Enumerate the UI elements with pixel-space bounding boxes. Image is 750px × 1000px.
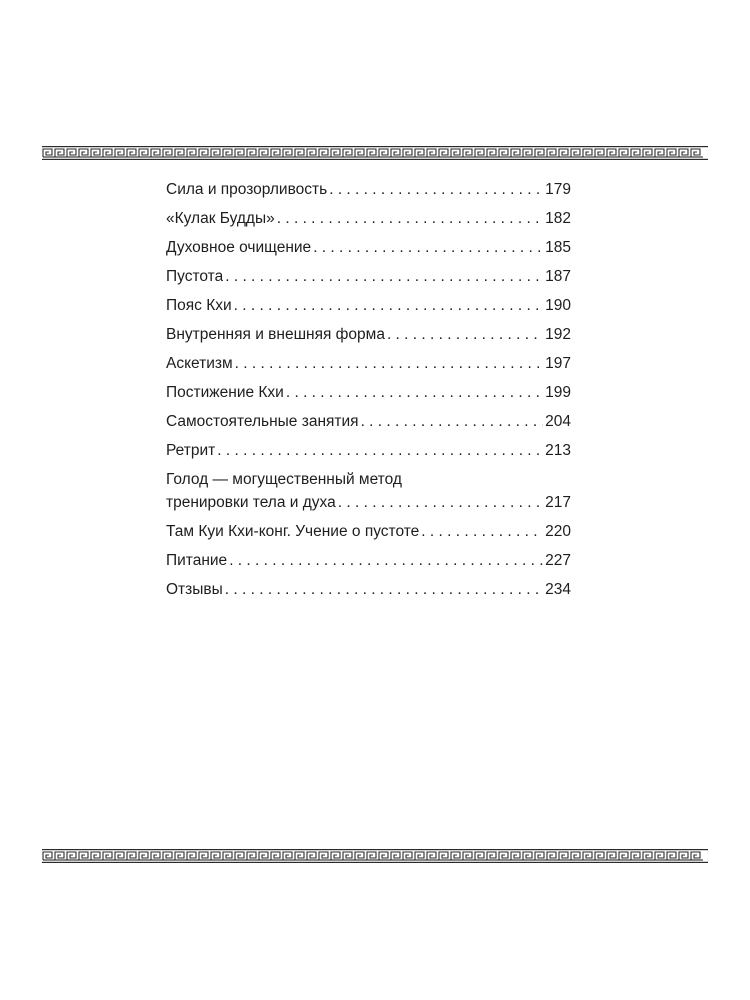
meander-unit [463, 149, 472, 157]
meander-unit [463, 852, 472, 860]
meander-unit [547, 852, 556, 860]
meander-unit [547, 149, 556, 157]
meander-unit [391, 852, 400, 860]
meander-unit [535, 852, 544, 860]
meander-unit [43, 149, 52, 157]
meander-unit [67, 852, 76, 860]
toc-entry-page: 217 [545, 494, 571, 511]
meander-unit [199, 852, 208, 860]
toc-entry-page: 227 [545, 552, 571, 569]
meander-unit [211, 852, 220, 860]
toc-dot-leader [385, 323, 543, 346]
toc-dot-leader [419, 520, 543, 543]
meander-unit [691, 149, 700, 157]
meander-unit [91, 852, 100, 860]
meander-unit [79, 852, 88, 860]
border-rule-top [42, 146, 708, 147]
toc-entry-title: Пустота [166, 268, 224, 285]
meander-unit [499, 149, 508, 157]
toc-entry-page: 179 [545, 181, 571, 198]
greek-key-border-top [42, 146, 708, 160]
toc-entry-title: Аскетизм [166, 355, 233, 372]
meander-unit [295, 149, 304, 157]
greek-key-border-bottom [42, 849, 708, 863]
toc-entry-title: Внутренняя и внешняя форма [166, 326, 385, 343]
meander-unit [235, 149, 244, 157]
toc-entry-9[interactable] [166, 439, 571, 462]
meander-unit [79, 149, 88, 157]
meander-unit [175, 149, 184, 157]
meander-unit [655, 149, 664, 157]
meander-unit [523, 149, 532, 157]
meander-unit [211, 149, 220, 157]
meander-unit [595, 852, 604, 860]
toc-entry-page: 204 [545, 413, 571, 430]
toc-entry-page: 197 [545, 355, 571, 372]
meander-unit [103, 852, 112, 860]
meander-unit [559, 149, 568, 157]
greek-key-pattern [42, 849, 708, 863]
toc-entry-title: Духовное очищение [166, 239, 312, 256]
meander-unit [643, 149, 652, 157]
meander-unit [667, 149, 676, 157]
toc-entry-title: Сила и прозорливость [166, 181, 328, 198]
meander-unit [67, 149, 76, 157]
toc-entry-title: «Кулак Будды» [166, 210, 275, 227]
meander-unit [451, 149, 460, 157]
toc-entry-title: Пояс Кхи [166, 297, 232, 314]
meander-unit [235, 852, 244, 860]
meander-unit [175, 852, 184, 860]
meander-unit [187, 149, 196, 157]
meander-unit [655, 852, 664, 860]
toc-entry-4[interactable] [166, 294, 571, 317]
meander-unit [475, 149, 484, 157]
meander-unit [247, 149, 256, 157]
toc-entry-5[interactable] [166, 323, 571, 346]
meander-unit [187, 852, 196, 860]
meander-unit [679, 149, 688, 157]
toc-entry-0[interactable] [166, 178, 571, 201]
meander-unit [43, 852, 52, 860]
meander-unit [499, 852, 508, 860]
meander-unit [691, 852, 700, 860]
toc-entry-title-line1: Голод — могущественный метод [166, 471, 402, 488]
meander-unit [91, 149, 100, 157]
meander-unit [103, 149, 112, 157]
toc-entry-7[interactable] [166, 381, 571, 404]
toc-entry-2[interactable] [166, 236, 571, 259]
meander-unit [523, 852, 532, 860]
meander-unit [619, 149, 628, 157]
meander-unit [487, 852, 496, 860]
toc-dot-leader [359, 410, 544, 433]
meander-unit [415, 852, 424, 860]
meander-unit [439, 149, 448, 157]
toc-dot-leader [215, 439, 543, 462]
toc-entry-page: 187 [545, 268, 571, 285]
toc-dot-leader [275, 207, 543, 230]
toc-entry-page: 220 [545, 523, 571, 540]
meander-unit [619, 852, 628, 860]
toc-dot-leader [223, 578, 543, 601]
meander-unit [271, 852, 280, 860]
meander-unit [295, 852, 304, 860]
meander-unit [511, 149, 520, 157]
meander-unit [607, 852, 616, 860]
toc-entry-13[interactable] [166, 578, 571, 601]
meander-unit [343, 149, 352, 157]
toc-dot-leader [227, 549, 543, 572]
meander-unit [283, 852, 292, 860]
meander-unit [451, 852, 460, 860]
toc-entry-title: тренировки тела и духа [166, 494, 336, 511]
meander-unit [559, 852, 568, 860]
toc-entry-title: Питание [166, 552, 228, 569]
toc-entry-title: Ретрит [166, 442, 216, 459]
meander-unit [163, 149, 172, 157]
meander-unit [583, 149, 592, 157]
toc-entry-3[interactable] [166, 265, 571, 288]
meander-unit [307, 852, 316, 860]
meander-unit [427, 149, 436, 157]
toc-entry-12[interactable] [166, 549, 571, 572]
meander-unit [679, 852, 688, 860]
meander-unit [583, 852, 592, 860]
meander-unit [223, 149, 232, 157]
meander-unit [199, 149, 208, 157]
toc-entry-10[interactable] [166, 468, 571, 514]
meander-unit [571, 852, 580, 860]
toc-entry-page: 190 [545, 297, 571, 314]
toc-entry-title: Отзывы [166, 581, 223, 598]
meander-unit [595, 149, 604, 157]
meander-unit [571, 149, 580, 157]
meander-unit [127, 149, 136, 157]
meander-unit [259, 149, 268, 157]
toc-entry-6[interactable] [166, 352, 571, 375]
meander-unit [307, 149, 316, 157]
toc-entry-title: Постижение Кхи [166, 384, 284, 401]
meander-unit [331, 852, 340, 860]
meander-unit [151, 149, 160, 157]
meander-unit [643, 852, 652, 860]
border-rule-bottom [42, 862, 708, 863]
meander-unit [535, 149, 544, 157]
toc-dot-leader [223, 265, 543, 288]
meander-unit [319, 852, 328, 860]
toc-entry-11[interactable] [166, 520, 571, 543]
meander-unit [439, 852, 448, 860]
meander-unit [115, 852, 124, 860]
meander-unit [355, 149, 364, 157]
toc-dot-leader [311, 236, 543, 259]
meander-unit [367, 852, 376, 860]
meander-unit [139, 852, 148, 860]
meander-unit [631, 852, 640, 860]
meander-unit [115, 149, 124, 157]
meander-unit [667, 852, 676, 860]
toc-dot-leader [327, 178, 543, 201]
greek-key-pattern [42, 146, 708, 160]
meander-unit [283, 149, 292, 157]
meander-unit [247, 852, 256, 860]
toc-entry-title: Самостоятельные занятия [166, 413, 359, 430]
toc-entry-8[interactable] [166, 410, 571, 433]
meander-unit [319, 149, 328, 157]
meander-unit [475, 852, 484, 860]
meander-unit [487, 149, 496, 157]
toc-entry-page: 213 [545, 442, 571, 459]
meander-unit [367, 149, 376, 157]
meander-unit [379, 149, 388, 157]
meander-unit [403, 149, 412, 157]
meander-unit [427, 852, 436, 860]
meander-unit [223, 852, 232, 860]
border-rule-top [42, 849, 708, 850]
toc-entry-page: 185 [545, 239, 571, 256]
toc-entry-page: 182 [545, 210, 571, 227]
meander-unit [391, 149, 400, 157]
meander-unit [379, 852, 388, 860]
meander-unit [271, 149, 280, 157]
border-rule-bottom [42, 159, 708, 160]
toc-entry-1[interactable] [166, 207, 571, 230]
meander-unit [151, 852, 160, 860]
meander-unit [607, 149, 616, 157]
meander-unit [55, 852, 64, 860]
meander-unit [259, 852, 268, 860]
meander-unit [55, 149, 64, 157]
meander-unit [163, 852, 172, 860]
meander-unit [631, 149, 640, 157]
meander-unit [355, 852, 364, 860]
meander-unit [343, 852, 352, 860]
meander-unit [139, 149, 148, 157]
meander-unit [511, 852, 520, 860]
table-of-contents [166, 178, 571, 607]
toc-entry-page: 234 [545, 581, 571, 598]
toc-dot-leader [284, 381, 543, 404]
meander-unit [415, 149, 424, 157]
toc-entry-page: 199 [545, 384, 571, 401]
toc-entry-title: Там Куи Кхи-конг. Учение о пустоте [166, 523, 420, 540]
toc-dot-leader [232, 294, 543, 317]
toc-entry-page: 192 [545, 326, 571, 343]
toc-dot-leader [233, 352, 543, 375]
toc-dot-leader [336, 491, 543, 514]
meander-unit [127, 852, 136, 860]
meander-unit [403, 852, 412, 860]
meander-unit [331, 149, 340, 157]
